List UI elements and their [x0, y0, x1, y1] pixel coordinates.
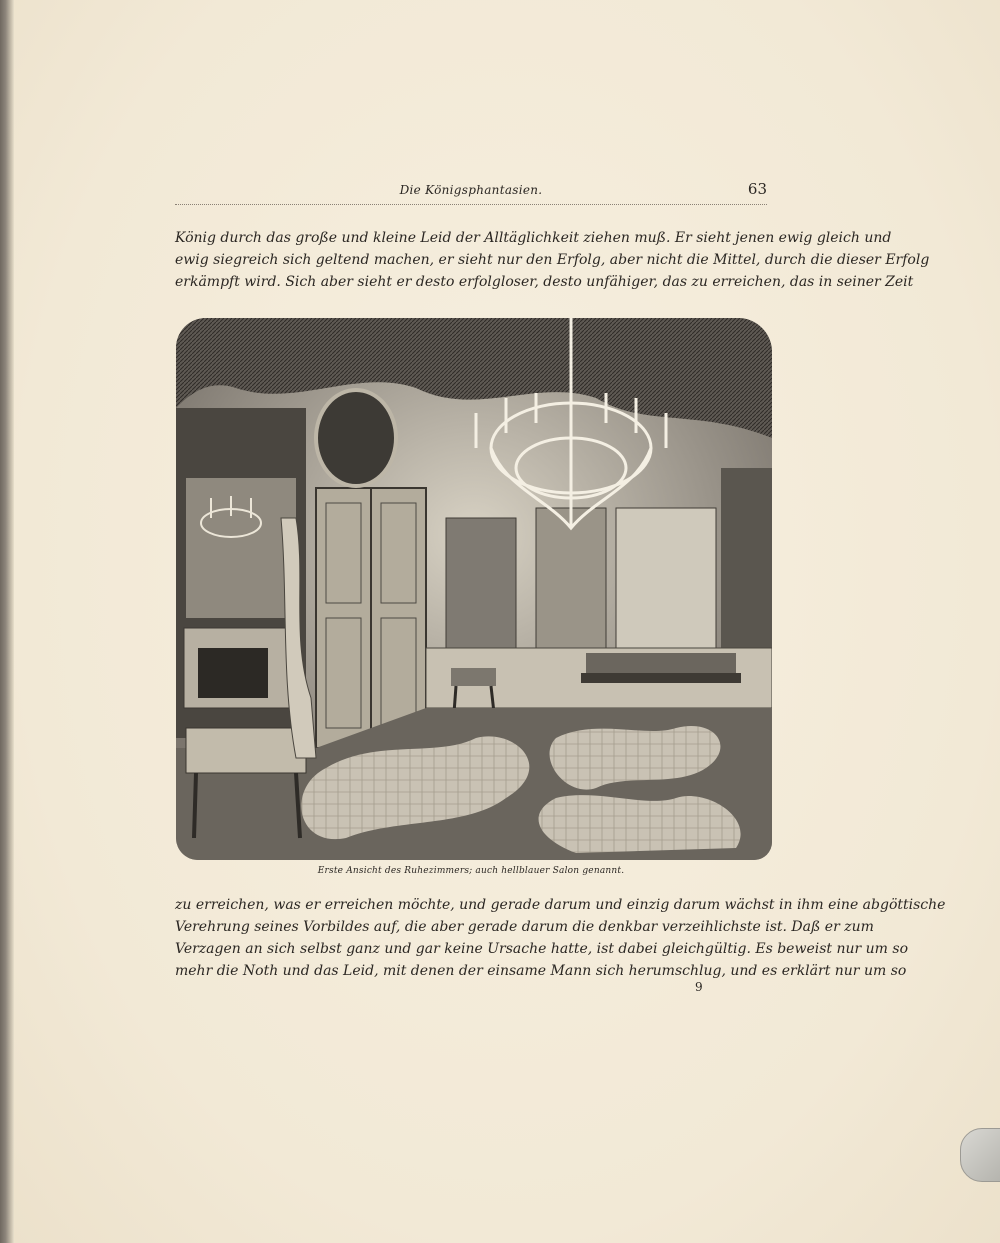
book-binding-edge [0, 0, 14, 1243]
text-line: ewig siegreich sich geltend machen, er sieht nur den Erfolg, aber nicht die Mittel, durch die dieser Erfolg [175, 252, 930, 268]
signature-mark: 9 [695, 980, 703, 994]
running-head-title: Die Königsphantasien. [399, 183, 543, 197]
salon-interior-illustration [176, 318, 772, 860]
text-line: Verehrung seines Vorbildes auf, die aber gerade darum die denkbar verzeihlichste ist. Daß er zum [175, 919, 874, 935]
body-text-top [175, 227, 930, 293]
running-head [175, 178, 767, 205]
engraved-plate [176, 318, 772, 860]
page-clip-icon [960, 1128, 1000, 1182]
text-line: mehr die Noth und das Leid, mit denen der einsame Mann sich herumschlug, und es erklärt nur um so [175, 963, 907, 979]
page-number: 63 [747, 180, 767, 198]
plate-caption: Erste Ansicht des Ruhezimmers; auch hellblauer Salon genannt. [317, 866, 625, 876]
text-line: zu erreichen, was er erreichen möchte, und gerade darum und einzig darum wächst in ihm eine abgöttische [175, 897, 946, 913]
text-line: König durch das große und kleine Leid der Alltäglichkeit ziehen muß. Er sieht jenen ewig gleich und [175, 230, 892, 246]
text-line: erkämpft wird. Sich aber sieht er desto erfolgloser, desto unfähiger, das zu erreichen, das in seiner Zeit [175, 274, 914, 290]
body-text-bottom [175, 894, 946, 982]
text-line: Verzagen an sich selbst ganz und gar keine Ursache hatte, ist dabei gleichgültig. Es beweist nur um so [175, 941, 908, 957]
